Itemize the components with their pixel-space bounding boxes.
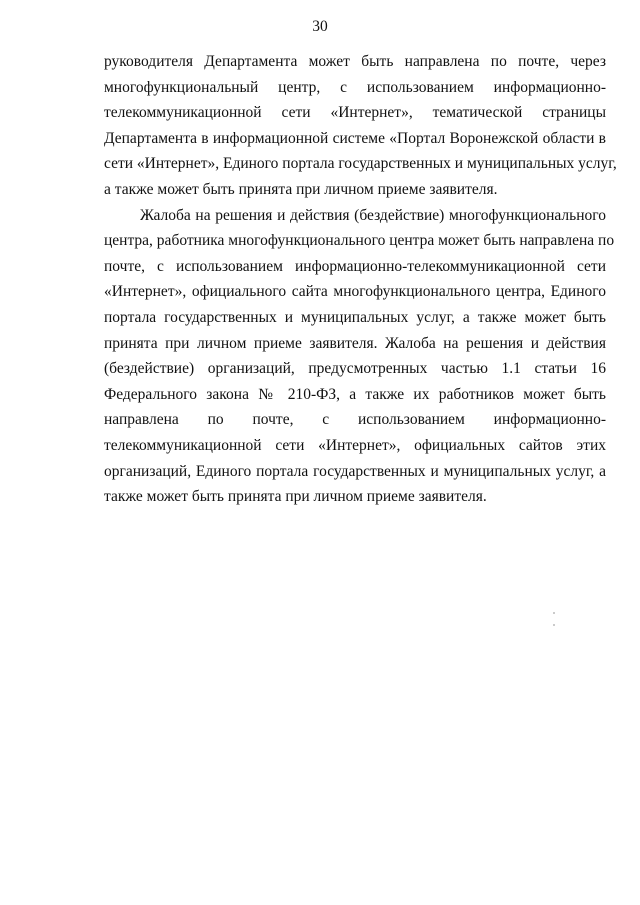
text-line: организаций, Единого портала государственных и муниципальных услуг, а [104, 462, 606, 480]
scan-speck [553, 612, 555, 614]
text-line: центра, работника многофункционального центра может быть направлена по [104, 232, 615, 250]
paragraph-2 [104, 203, 615, 510]
text-line: руководителя Департамента может быть направлена по почте, через [104, 53, 606, 70]
text-line: телекоммуникационной сети «Интернет», тематической страницы [104, 104, 606, 122]
text-line: «Интернет», официального сайта многофункционального центра, Единого [104, 283, 606, 301]
text-line: телекоммуникационной сети «Интернет», официальных сайтов этих [104, 436, 606, 454]
text-line: Департамента в информационной системе «Портал Воронежской области в [104, 129, 606, 147]
text-line: почте, с использованием информационно-телекоммуникационной сети [104, 257, 606, 275]
text-line: принята при личном приеме заявителя. Жалоба на решения и действия [104, 334, 606, 352]
text-line: многофункциональный центр, с использованием информационно- [104, 78, 606, 96]
text-line: также может быть принята при личном приеме заявителя. [104, 488, 487, 506]
scan-speck [553, 624, 555, 626]
text-line: а также может быть принята при личном приеме заявителя. [104, 180, 498, 198]
text-line: портала государственных и муниципальных услуг, а также может быть [104, 308, 606, 326]
page-number: 30 [312, 18, 328, 35]
text-line: (бездействие) организаций, предусмотренных частью 1.1 статьи 16 [104, 360, 606, 378]
text-line: Федерального закона № 210-ФЗ, а также их работников может быть [104, 385, 606, 403]
document-body [104, 49, 617, 510]
text-line: Жалоба на решения и действия (бездействие) многофункционального [140, 206, 606, 224]
paragraph-1 [104, 49, 617, 203]
text-line: сети «Интернет», Единого портала государственных и муниципальных услуг, [104, 155, 617, 173]
text-line: направлена по почте, с использованием информационно- [104, 411, 606, 429]
